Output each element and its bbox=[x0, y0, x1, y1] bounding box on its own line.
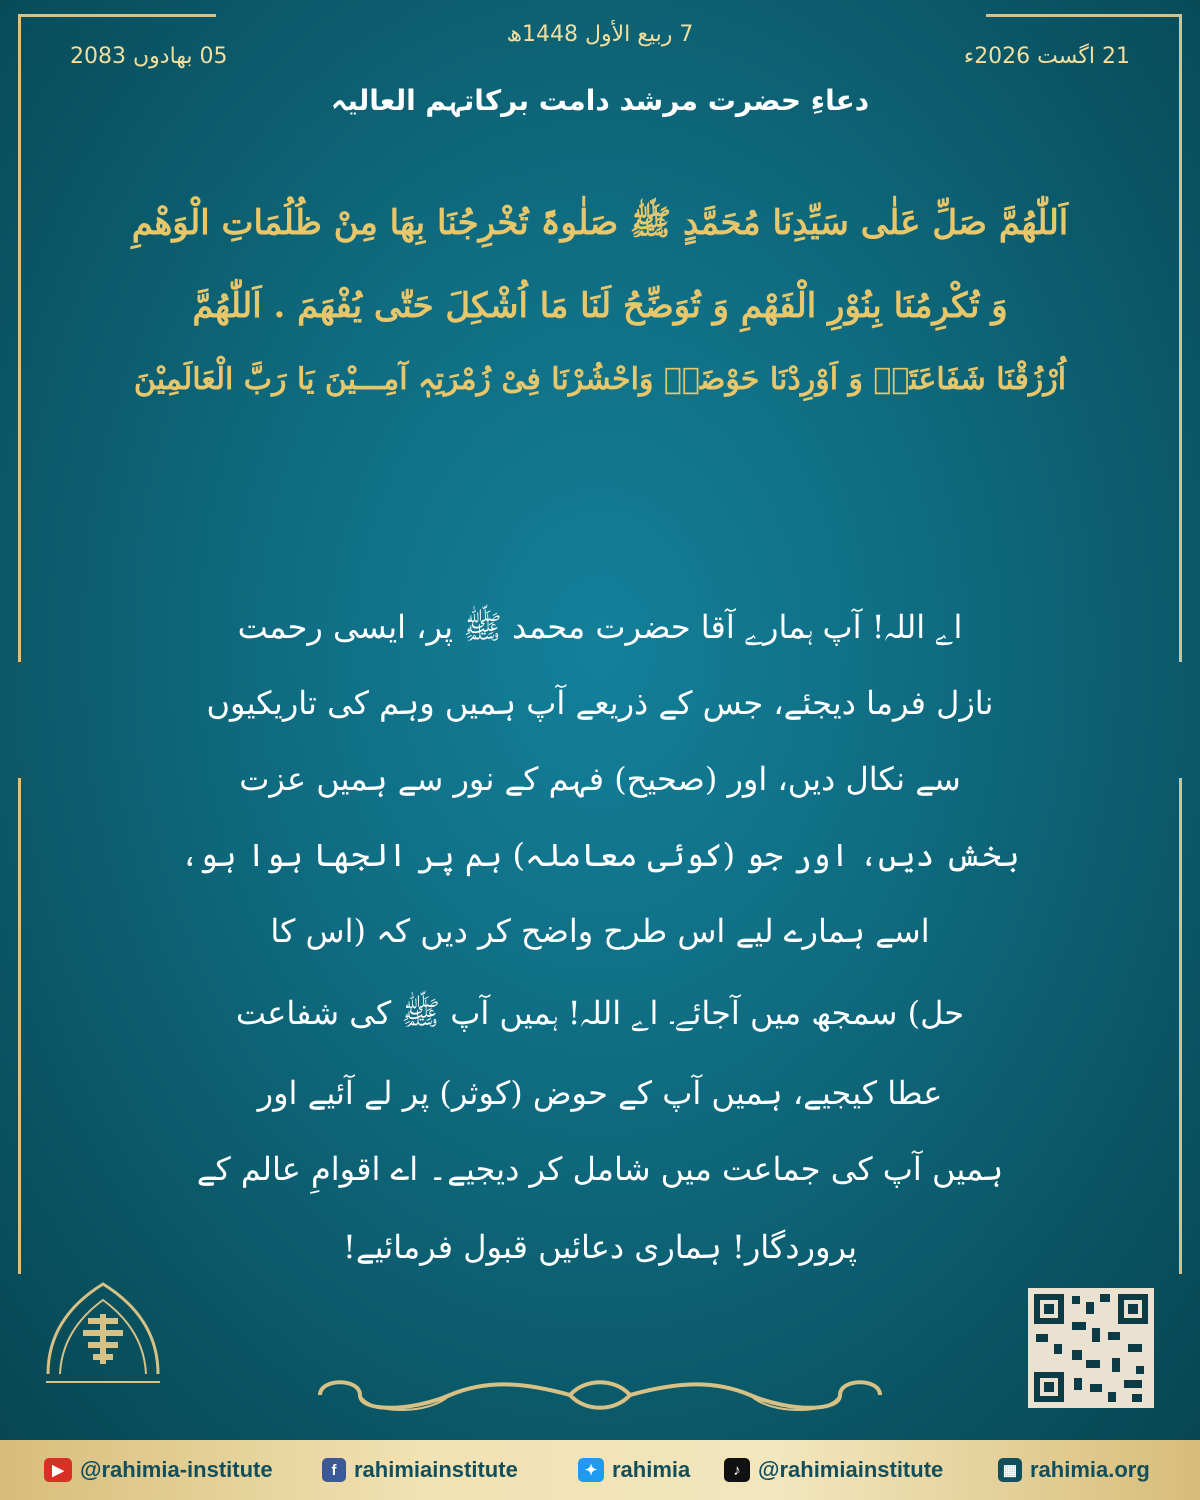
facebook-link[interactable] bbox=[322, 1454, 518, 1486]
arabic-dua-line-1: اَللّٰھُمَّ صَلِّ عَلٰی سَیِّدِنَا مُحَمَّدٍ ﷺ صَلٰوۃً تُخْرِجُنَا بِھَا مِنْ ظُلُمَاتِ الْوَھْمِ bbox=[131, 203, 1069, 243]
decorative-ornament bbox=[300, 1370, 900, 1420]
twitter-link[interactable] bbox=[578, 1454, 690, 1486]
dua-title: دعاءِ حضرت مرشد دامت برکاتہم العالیہ bbox=[330, 84, 870, 117]
urdu-line-8: ہمیں آپ کی جماعت میں شامل کر دیجیے۔ اے اقوامِ عالم کے bbox=[196, 1150, 1004, 1188]
urdu-line-4: بخش دیں، اور جو (کوئی معاملہ) ہم پر الجھا ہوا ہو، bbox=[180, 836, 1020, 874]
tiktok-handle: @rahimiainstitute bbox=[758, 1457, 944, 1482]
urdu-line-7: عطا کیجیے، ہمیں آپ کے حوض (کوثر) پر لے آئیے اور bbox=[257, 1074, 943, 1112]
frame-right-lower bbox=[1179, 778, 1182, 1274]
frame-left-lower bbox=[18, 778, 21, 1274]
urdu-line-5: اسے ہمارے لیے اس طرح واضح کر دیں کہ (اس کا bbox=[270, 912, 930, 950]
urdu-line-3: سے نکال دیں، اور (صحیح) فہم کے نور سے ہمیں عزت bbox=[239, 760, 961, 798]
urdu-line-9: پروردگار! ہماری دعائیں قبول فرمائیے! bbox=[343, 1228, 857, 1266]
date-bikrami: 05 بھادوں 2083 bbox=[70, 44, 228, 69]
rahimia-logo bbox=[38, 1278, 168, 1428]
tiktok-link[interactable] bbox=[724, 1454, 943, 1486]
twitter-handle: rahimia bbox=[612, 1457, 691, 1482]
youtube-icon: ▶ bbox=[44, 1458, 72, 1482]
arabic-dua-line-2: وَ تُکْرِمُنَا بِنُوْرِ الْفَھْمِ وَ تُوَضِّحُ لَنَا مَا اُشْکِلَ حَتّٰی یُفْھَمَ . اَللّٰھُمَّ bbox=[192, 286, 1008, 326]
frame-top-left bbox=[18, 14, 216, 17]
date-hijri: 7 ربیع الأول 1448ھ bbox=[506, 22, 694, 47]
website-link[interactable] bbox=[998, 1454, 1150, 1486]
website-url: rahimia.org bbox=[1030, 1457, 1150, 1482]
arabic-dua-line-3: اُرْزُقْنَا شَفَاعَتَہٗ وَ اَوْرِدْنَا حَوْضَہٗ وَاحْشُرْنَا فِیْ زُمْرَتِہٖ آمِـــیْنَ یَا رَبَّ الْعَالَمِیْنَ bbox=[133, 362, 1067, 397]
youtube-link[interactable] bbox=[44, 1454, 273, 1486]
qr-code[interactable] bbox=[1028, 1288, 1154, 1408]
date-gregorian: 21 اگست 2026ء bbox=[963, 44, 1130, 69]
footer-bar bbox=[0, 1440, 1200, 1500]
youtube-handle: @rahimia-institute bbox=[80, 1457, 273, 1482]
urdu-line-6: حل) سمجھ میں آجائے۔ اے اللہ! ہمیں آپ ﷺ کی شفاعت bbox=[235, 994, 965, 1032]
urdu-line-2: نازل فرما دیجئے، جس کے ذریعے آپ ہمیں وہم کی تاریکیوں bbox=[206, 684, 994, 722]
frame-top-right bbox=[986, 14, 1182, 17]
qr-small-icon: ▦ bbox=[998, 1458, 1022, 1482]
facebook-handle: rahimiainstitute bbox=[354, 1457, 518, 1482]
urdu-line-1: اے اللہ! آپ ہمارے آقا حضرت محمد ﷺ پر، ایسی رحمت bbox=[237, 608, 963, 646]
facebook-icon: f bbox=[322, 1458, 346, 1482]
tiktok-icon: ♪ bbox=[724, 1458, 750, 1482]
twitter-icon: ✦ bbox=[578, 1458, 604, 1482]
